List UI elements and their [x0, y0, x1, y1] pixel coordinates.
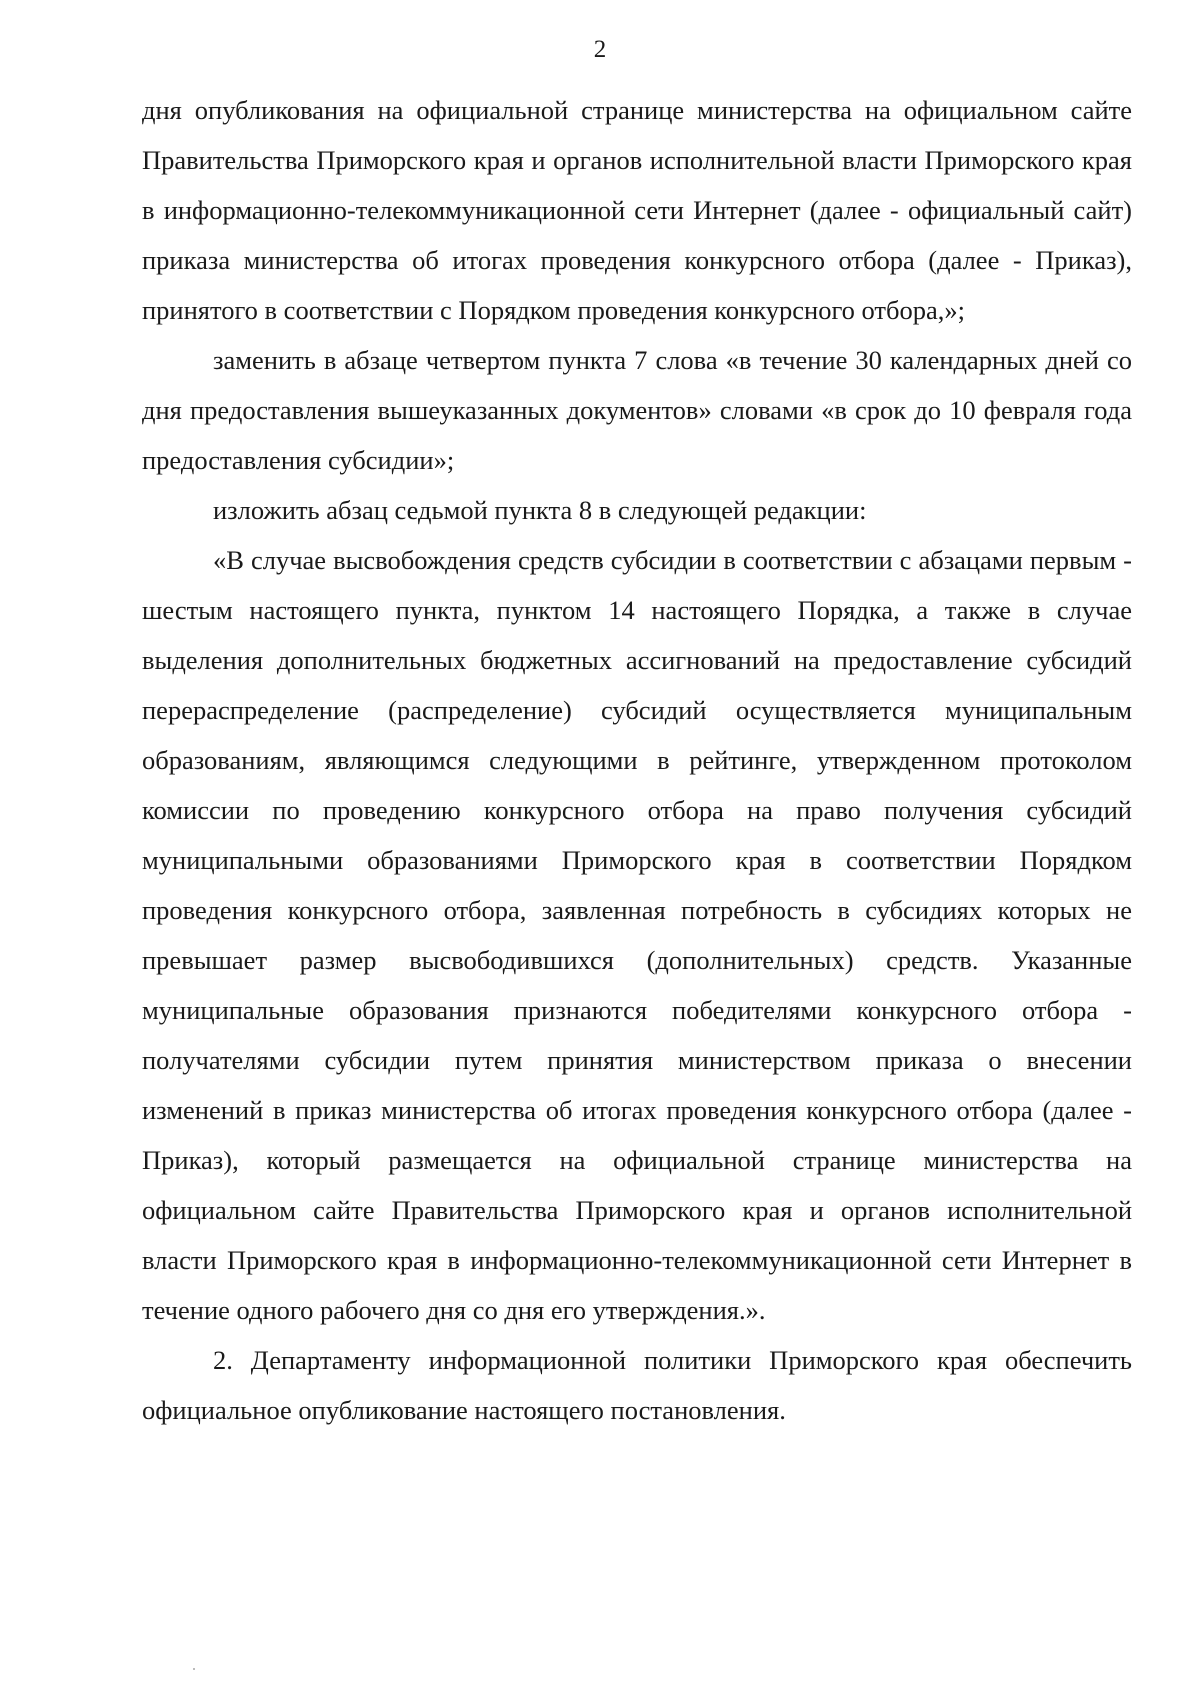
page-number: 2 — [593, 36, 607, 63]
paragraph-amendment-item-8-text: «В случае высвобождения средств субсидии в соответствии с абзацами первым - шестым настоящего пункта, пунктом 14 настоящего Порядка, а также в случае выделения дополнительных бюджетных ассигнований на предоставление субсидий перераспределение (распределение) субсидий осуществляется муниципальным образованиям, являющимся следующими в рейтинге, утвержденном протоколом комиссии по проведению конкурсного отбора на право получения субсидий муниципальными образованиями Приморского края в соответствии Порядком проведения конкурсного отбора, заявленная потребность в субсидиях которых не превышает размер высвободившихся (дополнительных) средств. Указанные муниципальные образования признаются победителями конкурсного отбора - получателями субсидии путем принятия министерством приказа о внесении изменений в приказ министерства об итогах проведения конкурсного отбора (далее - Приказ), который размещается на официальной странице министерства на официальном сайте Правительства Приморского края и органов исполнительной власти Приморского края в информационно-телекоммуникационной сети Интернет в течение одного рабочего дня со дня его утверждения.». — [142, 545, 1132, 1325]
scan-speck — [193, 1668, 195, 1670]
paragraph-clause-2: 2. Департаменту информационной политики Приморского края обеспечить официальное опубликование настоящего постановления. — [142, 1345, 1132, 1425]
paragraph-amendment-item-8-intro: изложить абзац седьмой пункта 8 в следующей редакции: — [213, 495, 867, 525]
document-body — [142, 85, 1132, 1435]
paragraph-continuation: дня опубликования на официальной странице министерства на официальном сайте Правительства Приморского края и органов исполнительной власти Приморского края в информационно-телекоммуникационной сети Интернет (далее - официальный сайт) приказа министерства об итогах проведения конкурсного отбора (далее - Приказ), принятого в соответствии с Порядком проведения конкурсного отбора,»; — [142, 95, 1132, 325]
paragraph-amendment-item-7: заменить в абзаце четвертом пункта 7 слова «в течение 30 календарных дней со дня предоставления вышеуказанных документов» словами «в срок до 10 февраля года предоставления субсидии»; — [142, 345, 1132, 475]
